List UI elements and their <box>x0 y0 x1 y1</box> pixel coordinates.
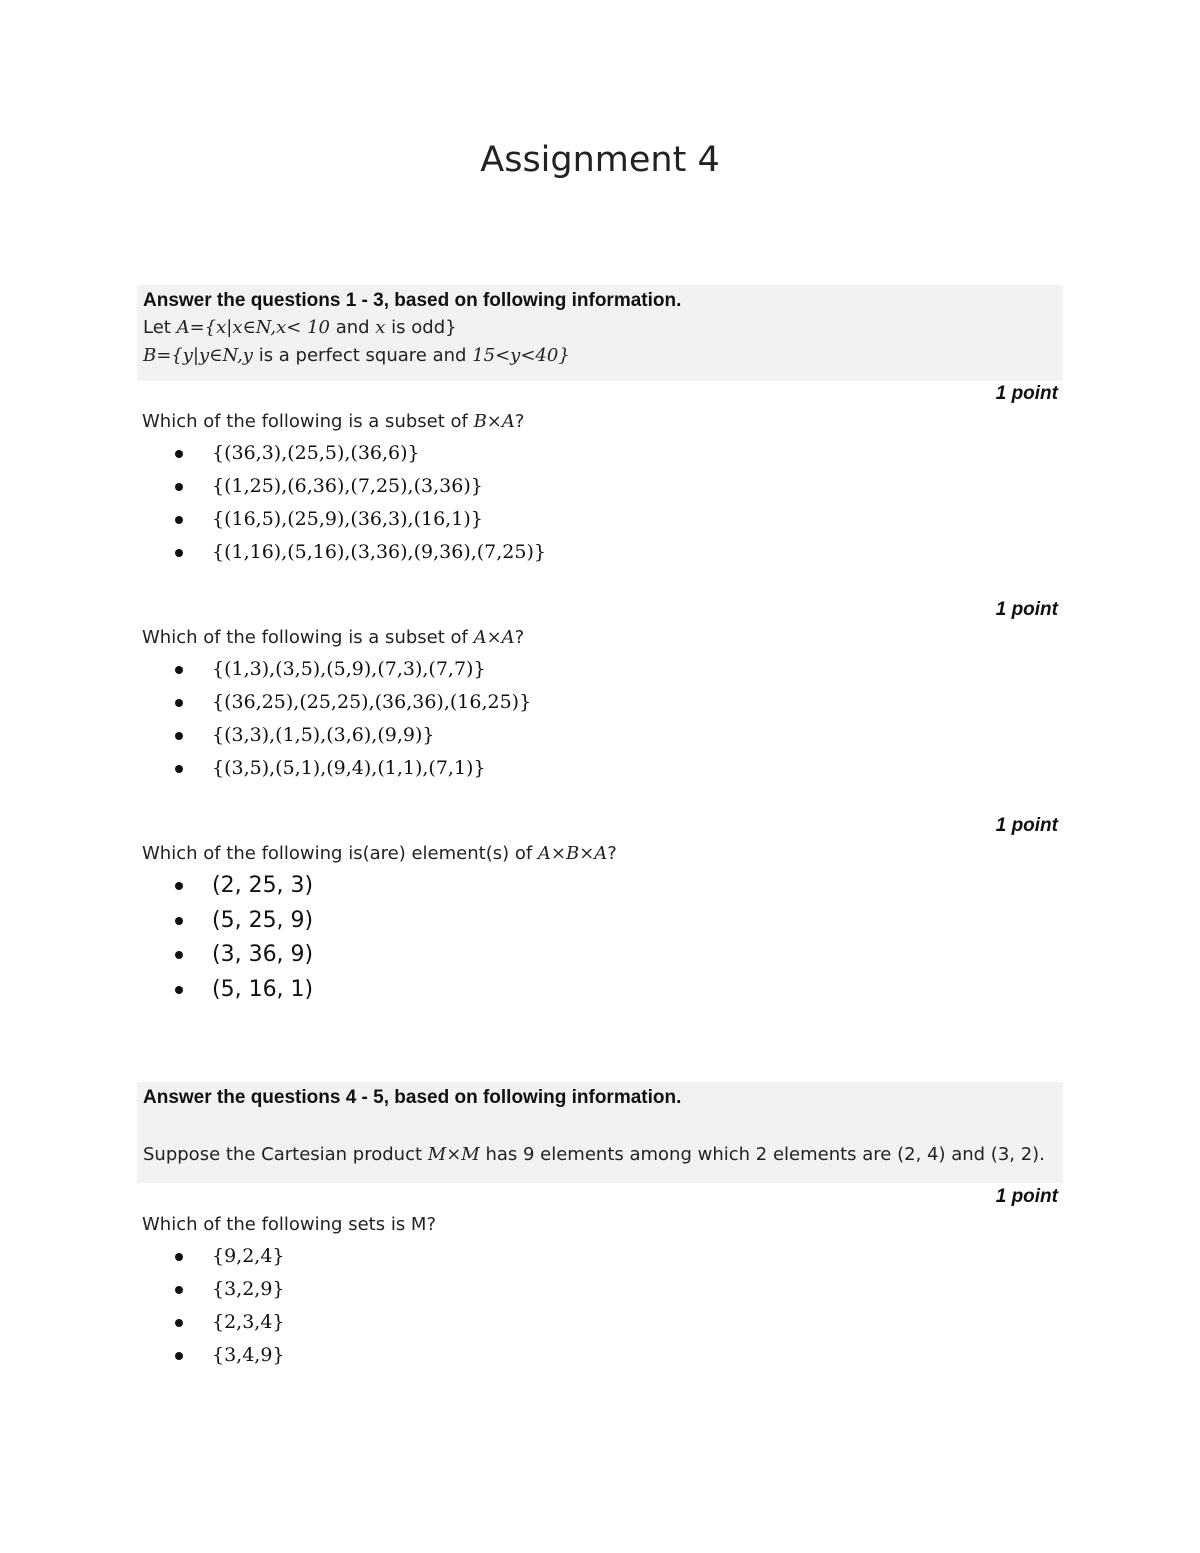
math-product: M×M <box>427 1144 480 1165</box>
options-list <box>137 869 1063 1007</box>
info-box-questions-4-5 <box>137 1082 1063 1183</box>
math-set-a: A={x|x∈N,x< 10 <box>176 317 330 338</box>
option-item: {(3,5),(5,1),(9,4),(1,1),(7,1)} <box>172 752 1063 785</box>
option-item: (2, 25, 3) <box>172 869 1063 904</box>
math-expression: A×A <box>473 627 515 648</box>
cartesian-product-description <box>143 1141 1057 1169</box>
option-item: (5, 25, 9) <box>172 904 1063 939</box>
option-item: (5, 16, 1) <box>172 973 1063 1008</box>
question-text <box>137 839 1063 869</box>
set-a-definition <box>143 314 1057 342</box>
text-fragment: Suppose the Cartesian product <box>143 1144 428 1165</box>
info-box-questions-1-3 <box>137 285 1063 381</box>
option-item: {(1,16),(5,16),(3,36),(9,36),(7,25)} <box>172 536 1063 569</box>
points-label: 1 point <box>995 1186 1058 1207</box>
question-2 <box>137 597 1063 785</box>
math-range: 15<y<40} <box>472 345 570 366</box>
math-var-x: x <box>375 317 386 338</box>
text-fragment: and <box>329 317 376 338</box>
text-fragment: ? <box>514 411 525 432</box>
text-fragment: Which of the following is(are) element(s) of <box>142 843 538 864</box>
question-text <box>137 407 1063 437</box>
question-text <box>137 1210 1063 1240</box>
option-item: {9,2,4} <box>172 1240 1063 1273</box>
option-item: {(1,25),(6,36),(7,25),(3,36)} <box>172 470 1063 503</box>
set-b-definition <box>143 342 1057 370</box>
math-expression: B×A <box>473 411 515 432</box>
option-item: {(36,3),(25,5),(36,6)} <box>172 437 1063 470</box>
points-label: 1 point <box>995 815 1058 836</box>
question-text <box>137 623 1063 653</box>
option-item: {(3,3),(1,5),(3,6),(9,9)} <box>172 719 1063 752</box>
text-fragment: ? <box>607 843 617 864</box>
option-item: {3,2,9} <box>172 1273 1063 1306</box>
option-item: {(36,25),(25,25),(36,36),(16,25)} <box>172 686 1063 719</box>
math-set-b: B={y|y∈N,y <box>143 345 253 366</box>
text-fragment: is a perfect square and <box>252 345 473 366</box>
text-fragment: ? <box>514 627 525 648</box>
options-list <box>137 1240 1063 1372</box>
text-fragment: Which of the following sets is M? <box>142 1214 437 1235</box>
text-fragment: Let <box>143 317 177 338</box>
option-item: {(16,5),(25,9),(36,3),(16,1)} <box>172 503 1063 536</box>
points-label: 1 point <box>995 599 1058 620</box>
option-item: {2,3,4} <box>172 1306 1063 1339</box>
text-fragment: Which of the following is a subset of <box>142 411 474 432</box>
info-heading: Answer the questions 1 - 3, based on following information. <box>143 290 682 311</box>
option-item: (3, 36, 9) <box>172 938 1063 973</box>
question-4 <box>137 1184 1063 1372</box>
text-fragment: is odd} <box>385 317 457 338</box>
option-item: {3,4,9} <box>172 1339 1063 1372</box>
question-1 <box>137 381 1063 569</box>
text-fragment: Which of the following is a subset of <box>142 627 474 648</box>
page-title: Assignment 4 <box>480 140 720 180</box>
options-list <box>137 437 1063 569</box>
options-list <box>137 653 1063 785</box>
math-expression: A×B×A <box>537 843 608 864</box>
text-fragment: has 9 elements among which 2 elements are (2, 4) and (3, 2). <box>479 1144 1045 1165</box>
option-item: {(1,3),(3,5),(5,9),(7,3),(7,7)} <box>172 653 1063 686</box>
points-label: 1 point <box>995 383 1058 404</box>
question-3 <box>137 813 1063 1007</box>
info-heading: Answer the questions 4 - 5, based on following information. <box>143 1087 682 1108</box>
